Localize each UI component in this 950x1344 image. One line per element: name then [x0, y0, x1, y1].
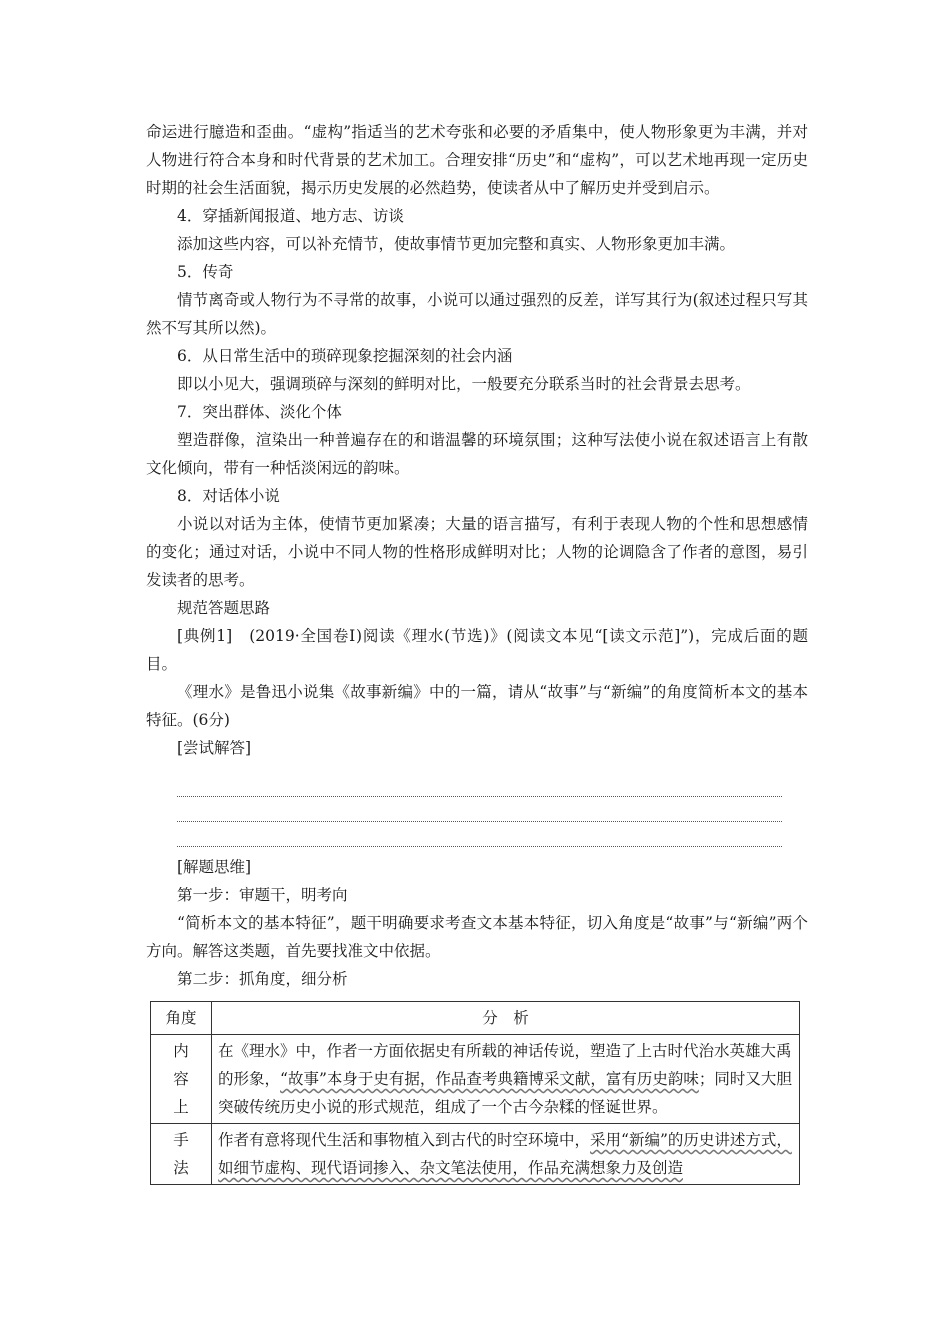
intro-paragraph: 命运进行臆造和歪曲。“虚构”指适当的艺术夸张和必要的矛盾集中，使人物形象更为丰满，并对人物进行符合本身和时代背景的艺术加工。合理安排“历史”和“虚构”，可以艺术地再现一定历史时期的社会生活面貌，揭示历史发展的必然趋势，使读者从中了解历史并受到启示。 [146, 123, 808, 197]
section-heading: 5．传奇 [177, 263, 234, 281]
analysis-cell [212, 1035, 800, 1124]
angle-cell [151, 1035, 212, 1124]
answer-line[interactable] [177, 797, 782, 822]
angle-char: 手 [173, 1131, 189, 1149]
angle-char: 容 [173, 1070, 189, 1088]
table-row [151, 1124, 800, 1185]
angle-char: 上 [173, 1098, 189, 1116]
example-prompt [146, 622, 808, 678]
section-heading: 4．穿插新闻报道、地方志、访谈 [177, 207, 404, 225]
key-point-underlined: “故事”本身于史有据，作品查考典籍博采文献，富有历史韵味 [280, 1070, 699, 1088]
try-answer-label: [尝试解答] [177, 739, 252, 757]
section-6 [146, 342, 808, 398]
analysis-text: 作者有意将现代生活和事物植入到古代的时空环境中， [218, 1131, 591, 1149]
section-5 [146, 258, 808, 342]
section-heading: 7．突出群体、淡化个体 [177, 403, 342, 421]
answer-line[interactable] [177, 772, 782, 797]
header-analysis: 分 析 [212, 1002, 800, 1035]
angle-cell [151, 1124, 212, 1185]
step2-title: 第二步：抓角度，细分析 [177, 970, 348, 988]
thinking-label: [解题思维] [177, 858, 252, 876]
step1-title: 第一步：审题干，明考向 [177, 886, 348, 904]
step1-body: “简析本文的基本特征”，题干明确要求考查文本基本特征，切入角度是“故事”与“新编”两个方向。解答这类题，首先要找准文中依据。 [146, 914, 808, 960]
section-body: 添加这些内容，可以补充情节，使故事情节更加完整和真实、人物形象更加丰满。 [177, 235, 736, 253]
example-label: [典例1] [177, 627, 233, 645]
section-heading: 8．对话体小说 [177, 487, 280, 505]
analysis-text: ；同时又大胆突破传统历史小说的形式规范，组成了一个古今杂糅的怪诞世界。 [218, 1070, 792, 1116]
answer-line[interactable] [177, 822, 782, 847]
section-8 [146, 482, 808, 594]
section-4 [146, 202, 808, 258]
angle-char: 法 [173, 1159, 189, 1177]
analysis-text: 在《理水》中，作者一方面依据史有所载的神话传说，塑造了上古时代治水英雄大禹的形象， [218, 1042, 792, 1088]
example-question: 《理水》是鲁迅小说集《故事新编》中的一篇，请从“故事”与“新编”的角度简析本文的基本特征。(6分) [146, 683, 808, 729]
section-body: 即以小见大，强调琐碎与深刻的鲜明对比，一般要充分联系当时的社会背景去思考。 [177, 375, 751, 393]
section-7 [146, 398, 808, 482]
section-body: 情节离奇或人物行为不寻常的故事，小说可以通过强烈的反差，详写其行为(叙述过程只写其然不写其所以然)。 [146, 291, 808, 337]
example-text: (2019·全国卷Ⅰ)阅读《理水(节选)》(阅读文本见“[读文示范]”)，完成后面的题目。 [146, 627, 808, 673]
table-header-row [151, 1002, 800, 1035]
analysis-cell [212, 1124, 800, 1185]
guide-title: 规范答题思路 [177, 599, 271, 617]
angle-char: 内 [173, 1042, 189, 1060]
key-point-underlined: 采用“新编”的历史讲述方式，如细节虚构、现代语词掺入、杂文笔法使用，作品充满想象力及创造 [218, 1131, 792, 1177]
section-heading: 6．从日常生活中的琐碎现象挖掘深刻的社会内涵 [177, 347, 513, 365]
analysis-table [150, 1001, 800, 1185]
answer-lines[interactable] [177, 772, 782, 847]
section-body: 塑造群像，渲染出一种普遍存在的和谐温馨的环境氛围；这种写法使小说在叙述语言上有散文化倾向，带有一种恬淡闲远的韵味。 [146, 431, 808, 477]
document-page [146, 118, 808, 1185]
header-angle: 角度 [151, 1002, 212, 1035]
table-row [151, 1035, 800, 1124]
section-body: 小说以对话为主体，使情节更加紧凑；大量的语言描写，有利于表现人物的个性和思想感情的变化；通过对话，小说中不同人物的性格形成鲜明对比；人物的论调隐含了作者的意图，易引发读者的思考。 [146, 515, 808, 589]
